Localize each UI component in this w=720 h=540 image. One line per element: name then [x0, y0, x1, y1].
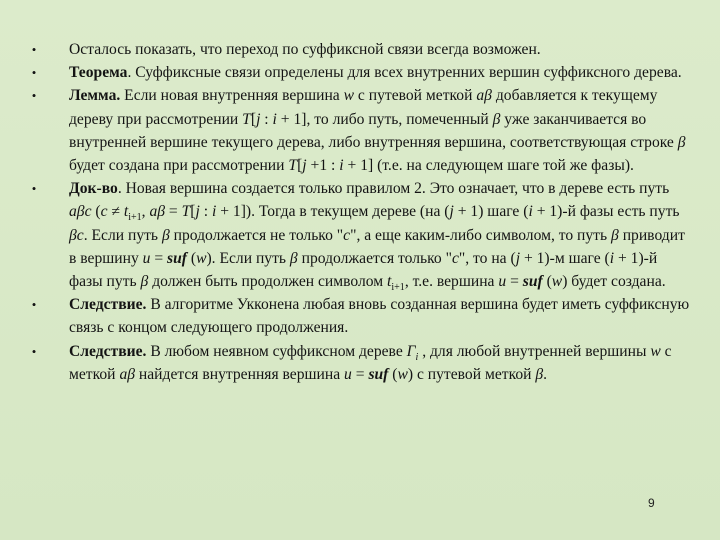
- bullet-icon: •: [31, 65, 37, 81]
- text-run: Следствие.: [69, 342, 147, 360]
- text-run: ) с путевой меткой: [407, 365, 536, 383]
- text-run: =: [351, 365, 369, 383]
- bullet-text: [69, 64, 682, 81]
- text-run: ≠: [107, 203, 124, 221]
- text-run: i: [415, 351, 419, 363]
- bullet-icon: •: [31, 343, 37, 359]
- text-run: β: [677, 133, 686, 151]
- text-run: aβc: [69, 203, 92, 221]
- bullet-list: [28, 38, 692, 386]
- text-run: . Суффиксные связи определены для всех внутренних вершин суффиксного дерева.: [127, 64, 682, 82]
- text-run: В любом неявном суффиксном дереве: [146, 342, 407, 360]
- text-run: w: [551, 273, 563, 291]
- text-run: (: [542, 273, 552, 291]
- text-run: c: [100, 203, 108, 221]
- text-run: suf: [368, 365, 389, 383]
- text-run: В алгоритме Укконена любая вновь созданная вершина будет иметь суффиксную связь с концом следующего продолжения.: [69, 296, 690, 337]
- text-run: уже заканчивается во внутренней вершине текущего дерева, либо внутренняя вершина, соответствующая строке: [69, 110, 678, 151]
- text-run: =: [506, 273, 523, 291]
- text-run: [: [250, 110, 257, 128]
- bullet-icon: •: [31, 88, 37, 104]
- text-run: :: [199, 203, 212, 221]
- text-run: u: [498, 273, 507, 291]
- text-run: j: [256, 110, 261, 128]
- bullet-item: [28, 61, 692, 84]
- text-run: найдется внутренняя вершина: [135, 365, 345, 383]
- text-run: + 1)-й фазы путь: [69, 249, 658, 291]
- text-run: =: [150, 249, 168, 267]
- text-run: =: [165, 203, 182, 221]
- text-run: [: [190, 203, 196, 221]
- text-run: i+1: [391, 282, 405, 294]
- text-run: :: [260, 110, 273, 128]
- text-run: . Если путь: [83, 226, 162, 244]
- text-run: добавляется к текущему дереву при рассмотрении: [69, 87, 658, 128]
- text-run: с меткой: [69, 342, 672, 383]
- text-run: + 1) шаге (: [453, 203, 529, 221]
- text-run: β: [535, 365, 544, 383]
- bullet-text: [69, 296, 689, 336]
- text-run: i: [528, 203, 533, 221]
- text-run: ) будет создана.: [562, 273, 666, 291]
- text-run: [: [297, 157, 303, 175]
- text-run: (: [186, 249, 197, 267]
- text-run: i: [609, 249, 615, 267]
- text-run: ). Если путь: [206, 249, 290, 267]
- text-run: T: [181, 203, 191, 221]
- text-run: i: [339, 157, 344, 175]
- text-run: Док-во: [69, 180, 118, 198]
- text-run: suf: [522, 273, 543, 291]
- text-run: Осталось показать, что переход по суффиксной связи всегда возможен.: [69, 41, 541, 58]
- text-run: Теорема: [69, 64, 128, 82]
- text-run: β: [140, 273, 149, 291]
- text-run: + 1], то либо путь, помеченный: [276, 110, 493, 128]
- text-run: ,: [141, 203, 150, 221]
- bullet-item: [28, 340, 692, 386]
- text-run: + 1)-й фазы есть путь: [532, 203, 680, 221]
- text-run: i: [272, 110, 277, 128]
- bullet-text: [69, 87, 686, 174]
- text-run: j: [515, 249, 521, 267]
- text-run: должен быть продолжен символом: [148, 273, 388, 291]
- text-run: приводит в вершину: [69, 226, 685, 267]
- text-run: .: [543, 365, 548, 383]
- text-run: aβ: [476, 87, 492, 105]
- text-run: β: [492, 110, 501, 128]
- text-run: + 1)-м шаге (: [520, 249, 610, 267]
- text-run: w: [650, 342, 661, 360]
- text-run: , для любой внутренней вершины: [418, 342, 651, 360]
- text-run: j: [449, 203, 454, 221]
- text-run: w: [196, 249, 207, 267]
- text-run: + 1]). Тогда в текущем дереве (на (: [216, 203, 450, 221]
- text-run: suf: [167, 249, 187, 267]
- text-run: ", то на (: [458, 249, 516, 267]
- text-run: T: [242, 110, 251, 128]
- text-run: w: [397, 365, 408, 383]
- text-run: будет создана при рассмотрении: [69, 157, 289, 175]
- text-run: u: [142, 249, 151, 267]
- bullet-icon: •: [31, 42, 37, 57]
- bullet-text: [69, 41, 541, 58]
- text-run: T: [288, 157, 298, 175]
- text-run: β: [289, 249, 298, 267]
- text-run: u: [344, 365, 352, 383]
- text-run: Следствие.: [69, 296, 147, 314]
- bullet-item: [28, 38, 692, 61]
- bullet-icon: •: [31, 297, 37, 313]
- text-run: c: [451, 249, 459, 267]
- text-run: , т.е. вершина: [404, 273, 499, 291]
- text-run: Лемма.: [69, 87, 121, 105]
- page-number: 9: [648, 496, 655, 510]
- text-run: продолжается не только ": [169, 226, 344, 244]
- bullet-item: [28, 293, 692, 339]
- text-run: βc: [69, 226, 84, 244]
- text-run: i: [211, 203, 217, 221]
- bullet-item: [28, 84, 692, 177]
- text-run: . Новая вершина создается только правилом 2. Это означает, что в дереве есть путь: [117, 180, 670, 198]
- text-run: j: [195, 203, 200, 221]
- text-run: продолжается только ": [297, 249, 452, 267]
- text-run: j: [302, 157, 307, 175]
- bullet-text: [69, 343, 672, 383]
- text-run: Γ: [406, 342, 416, 360]
- text-run: β: [161, 226, 170, 244]
- text-run: (: [388, 365, 398, 383]
- text-run: + 1] (т.е. на следующем шаге той же фазы).: [343, 157, 634, 175]
- text-run: ", а еще каким-либо символом, то путь: [350, 226, 612, 244]
- text-run: aβ: [149, 203, 166, 221]
- text-run: Если новая внутренняя вершина: [120, 87, 344, 105]
- text-run: aβ: [119, 365, 136, 383]
- text-run: с путевой меткой: [354, 87, 477, 105]
- text-run: (: [91, 203, 101, 221]
- text-run: w: [343, 87, 355, 105]
- bullet-icon: •: [31, 181, 37, 197]
- text-run: β: [611, 226, 619, 244]
- text-run: +1 :: [306, 157, 340, 175]
- bullet-item: [28, 177, 692, 293]
- text-run: t: [123, 203, 129, 221]
- bullet-text: [69, 180, 685, 294]
- text-run: i+1: [128, 212, 142, 224]
- text-run: c: [343, 226, 351, 244]
- text-run: t: [387, 273, 392, 291]
